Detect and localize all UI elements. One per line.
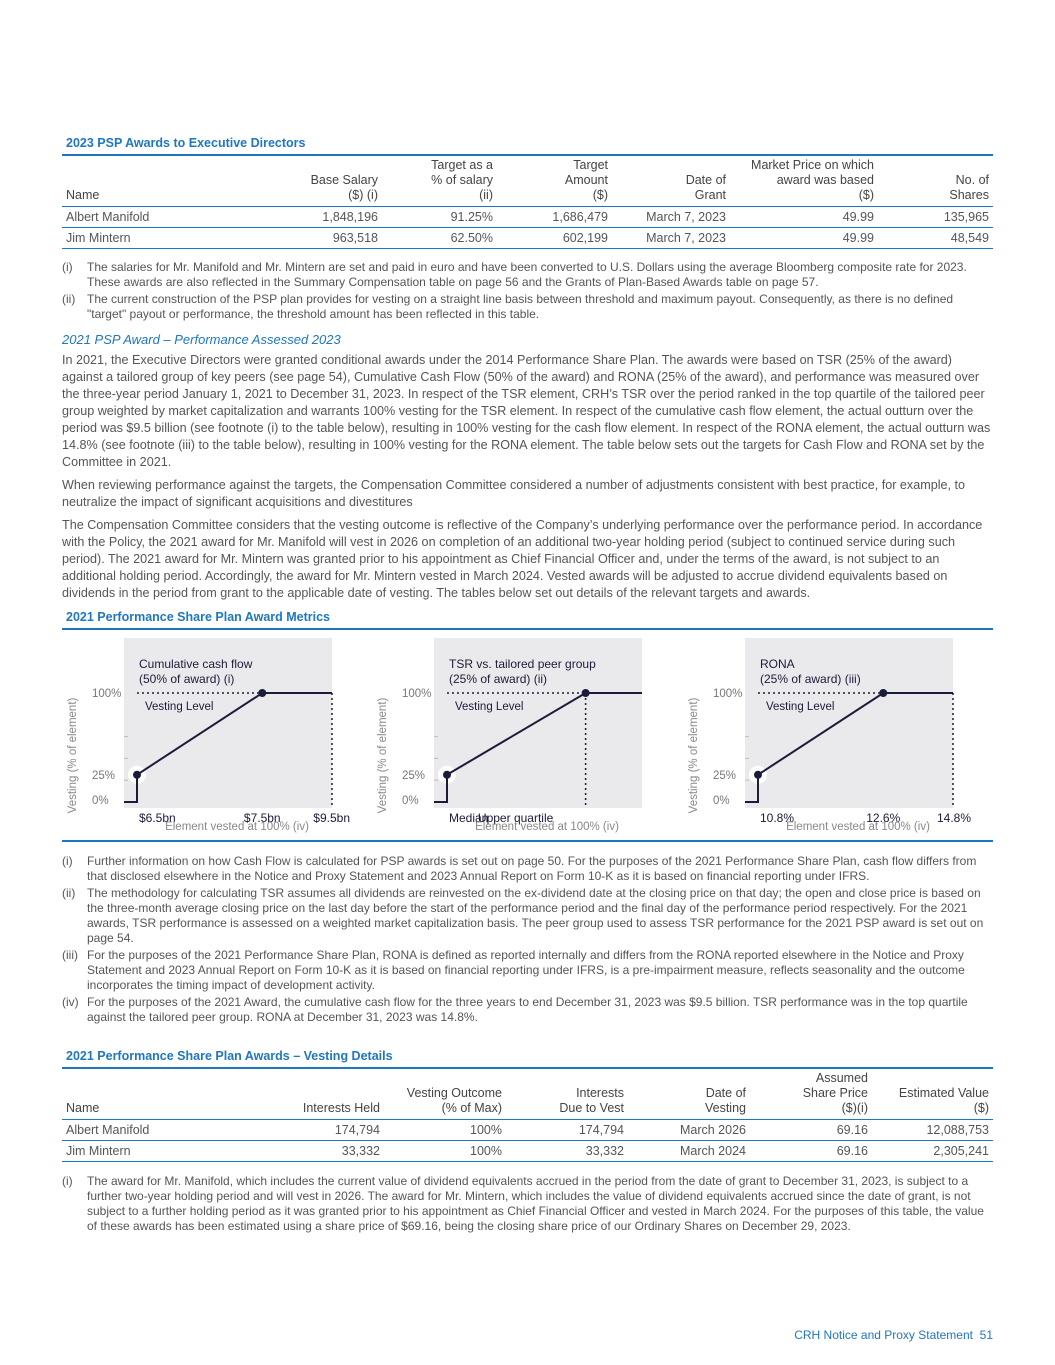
threshold-marker xyxy=(443,771,451,779)
cell: 100% xyxy=(384,1141,506,1162)
col-vesting-outcome: Vesting Outcome (% of Max) xyxy=(384,1069,506,1120)
metrics-footnotes xyxy=(62,854,993,1027)
psp2023-title: 2023 PSP Awards to Executive Directors xyxy=(62,136,993,156)
threshold-marker xyxy=(133,771,141,779)
chart-title: (50% of award) (i) xyxy=(139,672,235,686)
metrics-charts xyxy=(62,630,993,842)
cell: 49.99 xyxy=(730,207,878,228)
x-tick-label: $9.5bn xyxy=(313,811,350,825)
x-tick-label: Upper quartile xyxy=(477,811,554,825)
y-tick-label: 25% xyxy=(402,769,426,782)
col-name: Name xyxy=(62,156,267,207)
y-tick-label: 25% xyxy=(713,769,737,782)
cell: 2,305,241 xyxy=(872,1141,993,1162)
cell: 1,848,196 xyxy=(267,207,382,228)
cell: 12,088,753 xyxy=(872,1120,993,1141)
cell: March 2026 xyxy=(628,1120,750,1141)
table-row xyxy=(62,1120,993,1141)
max-marker xyxy=(258,689,266,697)
col-base-salary: Base Salary ($) (i) xyxy=(267,156,382,207)
x-tick-label: 12.6% xyxy=(866,811,901,825)
cell: Albert Manifold xyxy=(62,207,267,228)
cell: 69.16 xyxy=(750,1141,872,1162)
vesting-section xyxy=(62,1049,993,1162)
chart-tsr xyxy=(372,630,672,842)
cell: 49.99 xyxy=(730,228,878,249)
cell: Jim Mintern xyxy=(62,1141,247,1162)
footnote: (i) The award for Mr. Manifold, which includes the current value of dividend equivalents accrued in the period from the date of grant to December 31, 2023, is subject to a further two-year holding period and will vest in 2026. The award for Mr. Mintern, which includes the value of dividend equivalents accrued since the date of grant, is not subject to a further holding period as it was granted prior to his appointment as Chief Financial Officer and vested in March 2024. For the purposes of this table, the value of these awards has been estimated using a share price of $69.16, being the closing share price of our Ordinary Shares on December 29, 2023. xyxy=(62,1174,984,1233)
col-share-price: Assumed Share Price ($)(i) xyxy=(750,1069,872,1120)
paragraph: When reviewing performance against the targets, the Compensation Committee considered a number of adjustments consistent with best practice, for example, to neutralize the impact of significant acquisitions and divestitures xyxy=(62,478,966,509)
psp2023-footnotes xyxy=(62,260,993,324)
col-due-to-vest: Interests Due to Vest xyxy=(506,1069,628,1120)
cell: 174,794 xyxy=(506,1120,628,1141)
max-marker xyxy=(879,689,887,697)
chart-title: TSR vs. tailored peer group xyxy=(449,657,596,671)
col-market-price: Market Price on which award was based ($) xyxy=(730,156,878,207)
psp2023-header-row xyxy=(62,156,993,207)
y-axis-label: Vesting (% of element) xyxy=(377,697,389,814)
chart-caption: Element vested at 100% (iv) xyxy=(475,821,619,833)
award2021-subhead: 2021 PSP Award – Performance Assessed 2023 xyxy=(62,332,341,347)
x-tick-label: 10.8% xyxy=(760,811,795,825)
chart-rona xyxy=(683,630,983,842)
col-estimated-value: Estimated Value ($) xyxy=(872,1069,993,1120)
col-target-pct: Target as a % of salary (ii) xyxy=(382,156,497,207)
cell: 62.50% xyxy=(382,228,497,249)
x-tick-label: Median xyxy=(449,811,489,825)
vesting-header-row xyxy=(62,1069,993,1120)
cell: 174,794 xyxy=(247,1120,384,1141)
chart-cash-flow xyxy=(62,630,362,842)
y-axis-label: Vesting (% of element) xyxy=(688,697,700,814)
table-row xyxy=(62,207,993,228)
vesting-title: 2021 Performance Share Plan Awards – Vesting Details xyxy=(62,1049,993,1069)
col-target-amount: Target Amount ($) xyxy=(497,156,612,207)
footer-text: CRH Notice and Proxy Statement xyxy=(794,1328,973,1342)
col-date-of-vesting: Date of Vesting xyxy=(628,1069,750,1120)
cell: 963,518 xyxy=(267,228,382,249)
footnote: (ii) The methodology for calculating TSR assumes all dividends are reinvested on the ex-dividend date at the closing price on that day; the open and close price is based on the three-month average closing price on the last day before the start of the performance period and the final day of the performance period respectively. For the 2021 awards, TSR performance is assessed on a weighted market capitalization basis. The peer group used to assess TSR performance for the 2021 PSP award is set out on page 54. xyxy=(62,886,984,945)
series-label: Vesting Level xyxy=(766,701,835,713)
cell: 1,686,479 xyxy=(497,207,612,228)
metrics-section xyxy=(62,610,993,842)
footnote: (iv) For the purposes of the 2021 Award, the cumulative cash flow for the three years to end December 31, 2023 was $9.5 billion. TSR performance was in the top quartile against the tailored peer group. RONA at December 31, 2023 was 14.8%. xyxy=(62,995,968,1024)
cell: 33,332 xyxy=(506,1141,628,1162)
col-date-of-grant: Date of Grant xyxy=(612,156,730,207)
col-interests-held: Interests Held xyxy=(247,1069,384,1120)
psp2023-table xyxy=(62,156,993,249)
chart-caption: Element vested at 100% (iv) xyxy=(165,821,309,833)
cell: 48,549 xyxy=(878,228,993,249)
chart-title: (25% of award) (iii) xyxy=(760,672,861,686)
chart-caption: Element vested at 100% (iv) xyxy=(786,821,930,833)
cell: Albert Manifold xyxy=(62,1120,247,1141)
cell: 602,199 xyxy=(497,228,612,249)
y-tick-label: 100% xyxy=(92,688,122,700)
table-row xyxy=(62,228,993,249)
psp2023-section xyxy=(62,136,993,249)
chart-title: Cumulative cash flow xyxy=(139,657,253,671)
cell: March 7, 2023 xyxy=(612,228,730,249)
award2021-section xyxy=(62,332,993,608)
page-number: 51 xyxy=(979,1328,993,1342)
vesting-footnotes xyxy=(62,1174,993,1236)
chart-title: RONA xyxy=(760,657,795,671)
col-name: Name xyxy=(62,1069,247,1120)
y-tick-label: 100% xyxy=(402,688,432,700)
max-marker xyxy=(582,689,590,697)
cell: Jim Mintern xyxy=(62,228,267,249)
y-tick-label: 0% xyxy=(92,795,109,807)
footnote: (i) The salaries for Mr. Manifold and Mr. Mintern are set and paid in euro and have been converted to U.S. Dollars using the average Bloomberg composite rate for 2023. These awards are also reflected in the Summary Compensation table on page 56 and the Grants of Plan-Based Awards table on page 57. xyxy=(62,260,967,289)
chart-title: (25% of award) (ii) xyxy=(449,672,548,686)
x-tick-label: 14.8% xyxy=(936,811,971,825)
cell: 135,965 xyxy=(878,207,993,228)
y-tick-label: 0% xyxy=(713,795,730,807)
metrics-title: 2021 Performance Share Plan Award Metrics xyxy=(62,610,993,630)
footnote: (ii) The current construction of the PSP plan provides for vesting on a straight line basis between threshold and maximum payout. Consequently, as there is no defined "target" payout or performance, the threshold amount has been reflected in this table. xyxy=(62,292,954,321)
cell: 33,332 xyxy=(247,1141,384,1162)
y-axis-label: Vesting (% of element) xyxy=(67,697,79,814)
x-tick-label: $6.5bn xyxy=(139,811,176,825)
y-tick-label: 0% xyxy=(402,795,419,807)
cell: March 7, 2023 xyxy=(612,207,730,228)
paragraph: In 2021, the Executive Directors were granted conditional awards under the 2014 Performance Share Plan. The awards were based on TSR (25% of the award) against a tailored group of key peers (see page 54), Cumulative Cash Flow (50% of the award) and RONA (25% of the award), and performance was measured over the three-year period January 1, 2021 to December 31, 2023. In respect of the TSR element, CRH’s TSR over the period ranked in the top quartile of the tailored peer group weighted by market capitalization and warrants 100% vesting for the TSR element. In respect of the cumulative cash flow element, the actual outturn over the period was $9.5 billion (see footnote (i) to the table below), resulting in 100% vesting for the cash flow element. In respect of the RONA element, the actual outturn was 14.8% (see footnote (iii) to the table below), resulting in 100% vesting for the RONA element. The table below sets out the targets for Cash Flow and RONA set by the Committee in 2021. xyxy=(62,353,991,469)
vesting-table xyxy=(62,1069,993,1162)
x-tick-label: $7.5bn xyxy=(243,811,281,825)
page-footer xyxy=(794,1328,993,1342)
y-tick-label: 25% xyxy=(92,769,116,782)
table-row xyxy=(62,1141,993,1162)
cell: 69.16 xyxy=(750,1120,872,1141)
threshold-marker xyxy=(754,771,762,779)
cell: March 2024 xyxy=(628,1141,750,1162)
series-label: Vesting Level xyxy=(145,701,214,713)
col-shares: No. of Shares xyxy=(878,156,993,207)
y-tick-label: 100% xyxy=(713,688,743,700)
footnote: (i) Further information on how Cash Flow is calculated for PSP awards is set out on page 50. For the purposes of the 2021 Performance Share Plan, cash flow differs from that disclosed elsewhere in the Notice and Proxy Statement and 2023 Annual Report on Form 10-K as it is based on financial reporting under IFRS. xyxy=(62,854,977,883)
cell: 100% xyxy=(384,1120,506,1141)
series-label: Vesting Level xyxy=(455,701,524,713)
footnote: (iii) For the purposes of the 2021 Performance Share Plan, RONA is defined as reported internally and differs from the RONA reported elsewhere in the Notice and Proxy Statement and 2023 Annual Report on Form 10-K as it is based on financial reporting under IFRS, is a pre-impairment measure, reflects seasonality and the outcome incorporates the timing impact of development activity. xyxy=(62,948,965,992)
cell: 91.25% xyxy=(382,207,497,228)
paragraph: The Compensation Committee considers that the vesting outcome is reflective of the Company’s underlying performance over the performance period. In accordance with the Policy, the 2021 award for Mr. Manifold will vest in 2026 on completion of an additional two-year holding period (subject to continued service during such period). The 2021 award for Mr. Mintern was granted prior to his appointment as Chief Financial Officer and, under the terms of the award, is not subject to an additional holding period. Accordingly, the award for Mr. Mintern vested in March 2024. Vested awards will be adjusted to accrue dividend equivalents based on dividends in the period from grant to the applicable date of vesting. The tables below set out details of the relevant targets and awards. xyxy=(62,518,983,600)
